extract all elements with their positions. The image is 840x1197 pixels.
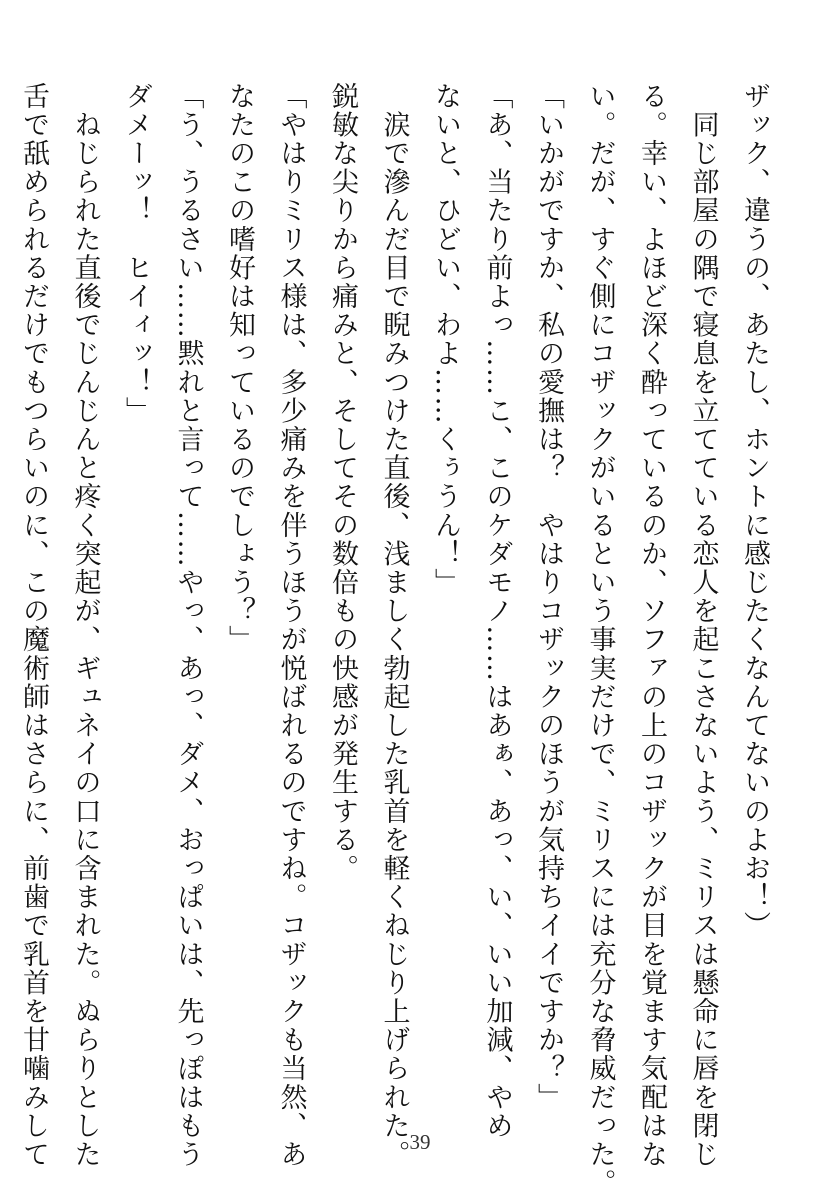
text-line: 「あ、当たり前よっ……こ、このケダモノ……はあぁ、あっ、い、いい加減、やめ <box>481 82 513 1141</box>
text-line: い。だが、すぐ側にコザックがいるという事実だけで、ミリスには充分な脅威だった。 <box>584 82 616 1197</box>
text-line: なたのこの嗜好は知っているのでしょう？」 <box>224 82 255 654</box>
text-line: ダメーッ！ ヒイィッ！」 <box>121 82 152 426</box>
text-line: ないと、ひどい、わよ……くぅうん！」 <box>430 82 461 597</box>
text-line: 涙で滲んだ目で睨みつけた直後、浅ましく勃起した乳首を軽くねじり上げられた。 <box>378 82 410 1169</box>
text-line: ザック、違うの、あたし、ホントに感じたくなんてないのよお！） <box>739 82 770 940</box>
page-number: 39 <box>409 1130 431 1154</box>
text-line: 「やはりミリス様は、多少痛みを伴うほうが悦ばれるのですね。コザックも当然、あ <box>275 82 307 1169</box>
text-line: る。幸い、よほど深く酔っているのか、ソファの上のコザックが目を覚ます気配はな <box>636 82 667 1169</box>
text-line: ねじられた直後でじんじんと疼く突起が、ギュネイの口に含まれた。ぬらりとした <box>69 82 101 1169</box>
text-line: 同じ部屋の隅で寝息を立てている恋人を起こさないよう、ミリスは懸命に唇を閉じ <box>687 82 719 1169</box>
text-line: 舌で舐められるだけでもつらいのに、この魔術師はさらに、前歯で乳首を甘噛みして <box>18 82 49 1169</box>
text-line <box>0 82 8 1122</box>
text-line: 鋭敏な尖りから痛みと、そしてその数倍もの快感が発生する。 <box>327 82 358 883</box>
text-line: 「う、うるさい……黙れと言って……やっ、あっ、ダメ、おっぱいは、先っぽはもう <box>172 82 204 1169</box>
text-line: 「いかがですか、私の愛撫は？ やはりコザックのほうが気持ちイイですか？」 <box>533 82 564 1112</box>
